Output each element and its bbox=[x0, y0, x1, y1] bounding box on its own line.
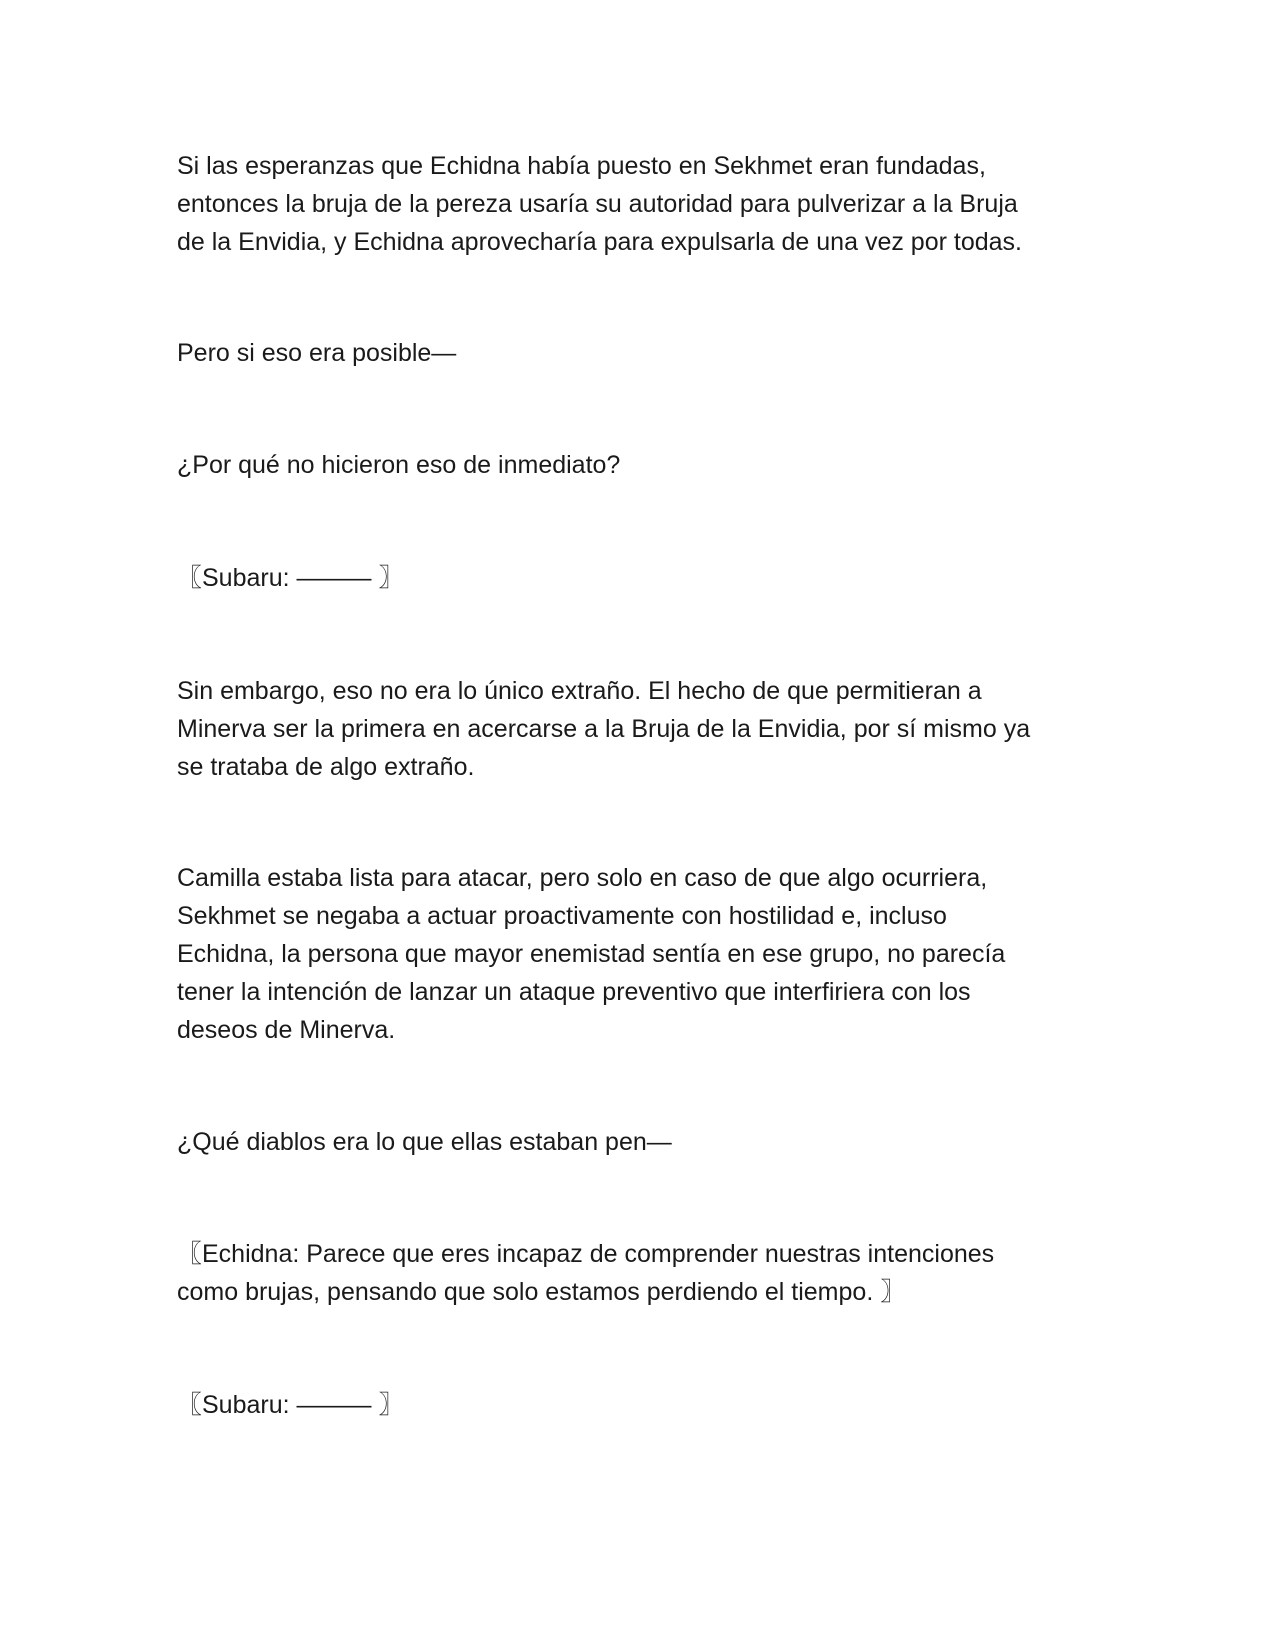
paragraph-6 bbox=[177, 859, 1097, 1049]
paragraph-7 bbox=[177, 1123, 1097, 1161]
text-line: ¿Qué diablos era lo que ellas estaban pen— bbox=[177, 1128, 672, 1156]
paragraph-2 bbox=[177, 334, 1097, 372]
text-line: 〖Subaru: ——— 〗 bbox=[177, 1391, 404, 1419]
text-line: Minerva ser la primera en acercarse a la Bruja de la Envidia, por sí mismo ya bbox=[177, 715, 1031, 743]
text-line: deseos de Minerva. bbox=[177, 1016, 396, 1044]
text-line: tener la intención de lanzar un ataque preventivo que interfiriera con los bbox=[177, 978, 971, 1006]
text-line: se trataba de algo extraño. bbox=[177, 753, 475, 781]
paragraph-3 bbox=[177, 446, 1097, 484]
dialogue-subaru-1 bbox=[177, 559, 1097, 597]
text-line: Sin embargo, eso no era lo único extraño. El hecho de que permitieran a bbox=[177, 677, 982, 705]
text-line: Si las esperanzas que Echidna había puesto en Sekhmet eran fundadas, bbox=[177, 152, 986, 180]
dialogue-echidna bbox=[177, 1235, 1097, 1311]
text-line: entonces la bruja de la pereza usaría su autoridad para pulverizar a la Bruja bbox=[177, 190, 1018, 218]
text-line: Sekhmet se negaba a actuar proactivamente con hostilidad e, incluso bbox=[177, 902, 947, 930]
dialogue-subaru-2 bbox=[177, 1386, 1097, 1424]
text-line: Pero si eso era posible— bbox=[177, 339, 457, 367]
text-line: Echidna, la persona que mayor enemistad sentía en ese grupo, no parecía bbox=[177, 940, 1006, 968]
text-line: 〖Subaru: ——— 〗 bbox=[177, 564, 404, 592]
paragraph-5 bbox=[177, 672, 1097, 786]
text-line: Camilla estaba lista para atacar, pero solo en caso de que algo ocurriera, bbox=[177, 864, 988, 892]
text-line: de la Envidia, y Echidna aprovecharía para expulsarla de una vez por todas. bbox=[177, 228, 1022, 256]
paragraph-1 bbox=[177, 147, 1097, 261]
text-line: ¿Por qué no hicieron eso de inmediato? bbox=[177, 451, 621, 479]
text-line: 〖Echidna: Parece que eres incapaz de comprender nuestras intenciones bbox=[177, 1240, 995, 1268]
text-line: como brujas, pensando que solo estamos perdiendo el tiempo. 〗 bbox=[177, 1278, 906, 1306]
